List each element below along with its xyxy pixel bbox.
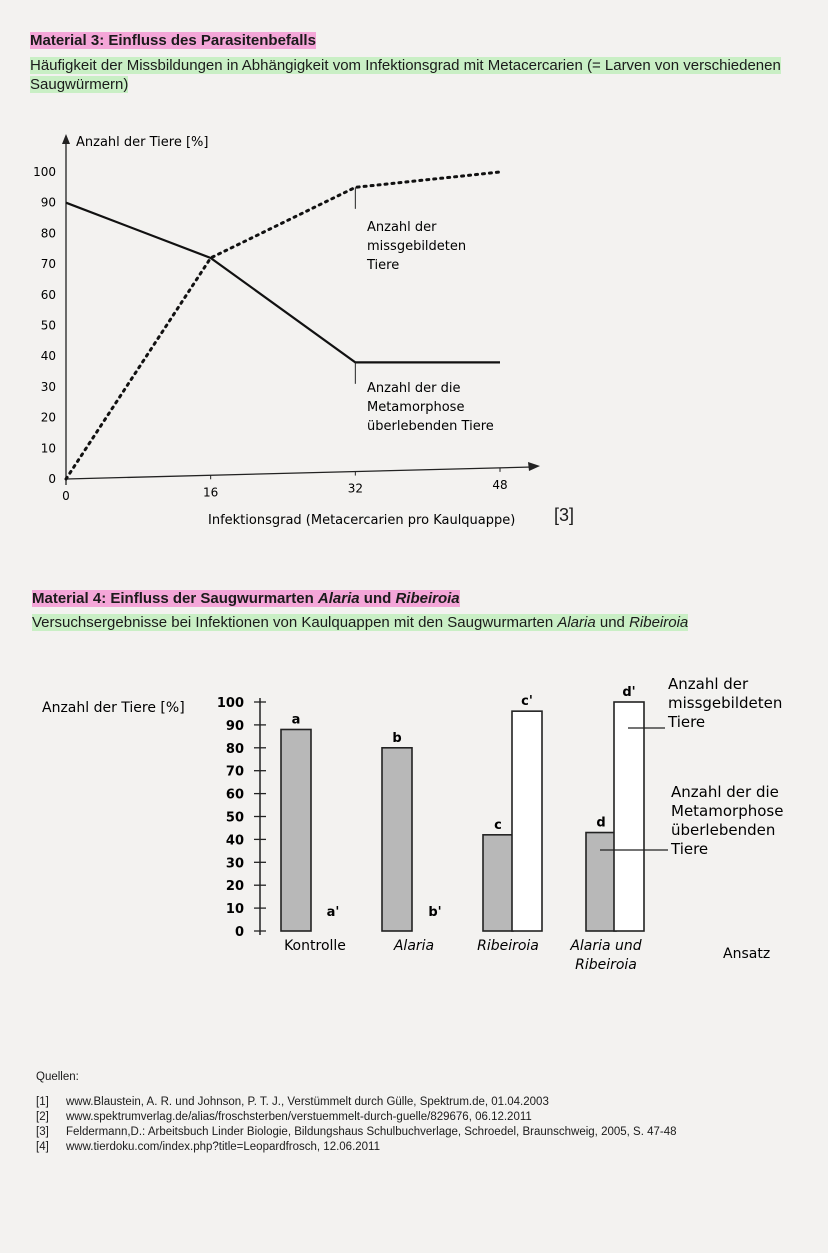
y-tick-label: 30 <box>40 379 56 394</box>
y-tick-label: 50 <box>40 318 56 333</box>
x-tick-label: 0 <box>62 489 70 503</box>
legend-text: Tiere <box>671 840 709 858</box>
bar <box>281 729 311 931</box>
sources-label: Quellen: <box>36 1071 79 1083</box>
category-label: Kontrolle <box>284 938 346 954</box>
y-axis-label: Anzahl der Tiere [%] <box>76 135 209 150</box>
source-item: [2] www.spektrumverlag.de/alias/froschsterben/verstuemmelt-durch-guelle/829676, 06.12.2011 <box>36 1111 532 1123</box>
material3-source-marker: [3] <box>554 505 575 525</box>
y-tick-label: 20 <box>40 410 56 425</box>
source-text: Feldermann,D.: Arbeitsbuch Linder Biologie, Bildungshaus Schulbuchverlage, Schroedel, Braunschweig, 2005, S. 47-48 <box>66 1126 677 1138</box>
bar <box>614 702 644 931</box>
y-tick-label: 0 <box>234 925 244 940</box>
source-item: [1] www.Blaustein, A. R. und Johnson, P. T. J., Verstümmelt durch Gülle, Spektrum.de, 01.04.2003 <box>36 1096 549 1108</box>
bar-label: d <box>596 815 606 831</box>
x-axis-label: Ansatz <box>723 946 771 962</box>
category-label: Alaria und <box>570 938 642 954</box>
material4-title: Material 4: Einfluss der Saugwurmarten Alaria und Ribeiroia <box>32 590 460 607</box>
material3-title: Material 3: Einfluss des Parasitenbefalls <box>30 32 316 49</box>
y-tick-label: 80 <box>225 741 244 757</box>
bar-label: a' <box>326 905 340 920</box>
y-tick-label: 60 <box>225 787 244 803</box>
y-axis-arrow <box>62 134 70 144</box>
bar <box>382 748 412 931</box>
y-tick-label: 20 <box>225 879 244 895</box>
category-label: Ribeiroia <box>477 938 539 954</box>
y-tick-label: 60 <box>40 287 56 302</box>
source-text[interactable]: www.tierdoku.com/index.php?title=Leopardfrosch, 12.06.2011 <box>66 1141 380 1153</box>
y-tick-label: 90 <box>40 195 56 210</box>
y-tick-label: 100 <box>216 696 244 711</box>
category-label: Alaria <box>393 938 435 954</box>
y-tick-label: 30 <box>225 856 244 872</box>
category-label: Ribeiroia <box>575 957 637 973</box>
y-tick-label: 90 <box>225 718 244 734</box>
annotation-text: Anzahl der <box>367 220 437 235</box>
y-tick-label: 10 <box>225 902 244 918</box>
source-item: [3] Feldermann,D.: Arbeitsbuch Linder Biologie, Bildungshaus Schulbuchverlage, Schroedel, Braunschweig, 2005, S. 47-48 <box>36 1126 677 1138</box>
annotation-text: Tiere <box>367 258 400 273</box>
legend-text: überlebenden <box>671 821 776 839</box>
y-tick-label: 50 <box>225 810 244 826</box>
y-tick-label: 10 <box>40 441 56 456</box>
legend-text: Metamorphose <box>671 802 784 820</box>
x-axis <box>66 467 532 479</box>
bar <box>512 711 542 931</box>
bar-label: b' <box>428 905 442 920</box>
annotation-text: Metamorphose <box>367 400 465 415</box>
bar-label: c' <box>521 694 533 710</box>
legend-text: missgebildeten <box>668 694 783 712</box>
source-item: [4] www.tierdoku.com/index.php?title=Leopardfrosch, 12.06.2011 <box>36 1141 380 1153</box>
bar-label: b <box>392 730 402 746</box>
bar-label: a <box>291 712 301 728</box>
material3-subtitle: Häufigkeit der Missbildungen in Abhängigkeit vom Infektionsgrad mit Metacercarien (= Larven von verschiedenen Saugwürmern) <box>30 57 781 93</box>
bar-label: c <box>494 817 502 833</box>
y-tick-label: 40 <box>225 833 244 849</box>
bar-label: d' <box>622 685 636 700</box>
y-tick-label: 100 <box>33 165 56 179</box>
source-text[interactable]: www.Blaustein, A. R. und Johnson, P. T. J., Verstümmelt durch Gülle, Spektrum.de, 01.04.2003 <box>66 1096 549 1108</box>
y-tick-label: 70 <box>225 764 244 780</box>
legend-text: Anzahl der die <box>671 783 779 801</box>
x-axis-label: Infektionsgrad (Metacercarien pro Kaulquappe) <box>208 513 516 528</box>
y-axis-label: Anzahl der Tiere [%] <box>42 700 185 716</box>
y-tick-label: 70 <box>40 257 56 272</box>
sources <box>36 1070 806 1155</box>
annotation-text: missgebildeten <box>367 239 467 254</box>
y-tick-label: 0 <box>48 472 56 486</box>
legend-text: Tiere <box>668 713 706 731</box>
material4-bar-chart <box>0 660 828 980</box>
source-text[interactable]: www.spektrumverlag.de/alias/froschsterben/verstuemmelt-durch-guelle/829676, 06.12.2011 <box>66 1111 532 1123</box>
y-tick-label: 40 <box>40 349 56 364</box>
material3-line-chart <box>0 120 828 550</box>
annotation-text: überlebenden Tiere <box>367 419 494 434</box>
x-tick-label: 16 <box>203 485 219 500</box>
bar <box>586 833 616 931</box>
legend-text: Anzahl der <box>668 675 749 693</box>
y-tick-label: 80 <box>40 226 56 241</box>
x-axis-arrow <box>528 462 540 471</box>
bar <box>483 835 513 931</box>
annotation-text: Anzahl der die <box>367 381 461 396</box>
x-tick-label: 32 <box>347 481 363 496</box>
x-tick-label: 48 <box>492 477 508 492</box>
material4-subtitle: Versuchsergebnisse bei Infektionen von Kaulquappen mit den Saugwurmarten Alaria und Ribeiroia <box>32 614 689 631</box>
